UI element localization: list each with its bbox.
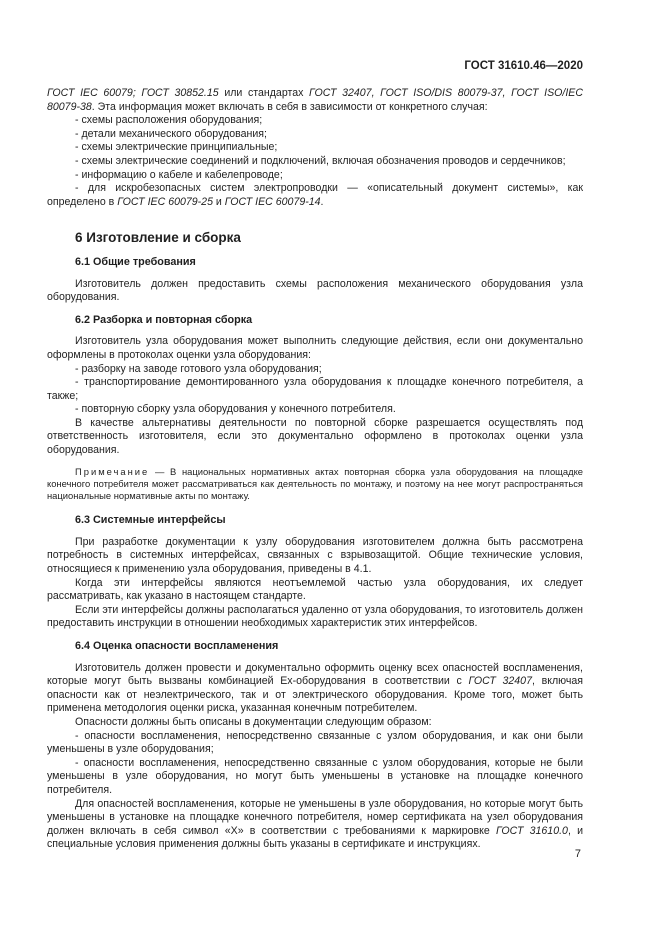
note-text: — В национальных нормативных актах повторная сборка узла оборудования на площадке конечного потребителя может рассматриваться как деятельность по монтажу, и поэтому на нее могут распространяться национальные нормативные акты по монтажу.	[47, 465, 583, 502]
list-item: - опасности воспламенения, непосредственно связанные с узлом оборудования, и как они были уменьшены в узле оборудования;	[47, 729, 583, 756]
note	[47, 466, 583, 503]
paragraph: Изготовитель должен предоставить схемы расположения механического оборудования узла оборудования.	[47, 277, 583, 304]
standard-ref: ГОСТ IEC 60079-25	[117, 195, 213, 208]
page-number: 7	[574, 848, 581, 860]
list-item: - разборку на заводе готового узла оборудования;	[75, 362, 322, 375]
text-run: - для искробезопасных систем электропроводки — «описательный документ системы», как определено в	[47, 182, 583, 208]
text-run: или стандартах	[218, 87, 310, 99]
paragraph: При разработке документации к узлу оборудования изготовителем должна быть рассмотрена потребность в системных интерфейсах, связанных с взрывозащитой. Общие технические условия, относящиеся к применению узла оборудования, приведены в 4.1.	[47, 535, 583, 576]
text-run: Изготовитель должен провести и документально оформить оценку всех опасностей воспламенения, которые могут быть вызваны комбинацией Ex-оборудования в соответствии с	[47, 661, 583, 688]
list-item: - информацию о кабеле и кабелепроводе;	[75, 168, 283, 181]
list-item: - схемы расположения оборудования;	[75, 114, 263, 127]
subsection-heading: 6.2 Разборка и повторная сборка	[75, 313, 253, 326]
text-run: , включая опасности как от неэлектрического, так и от электрического оборудования. Кроме того, может быть применена методология оценки риска, указанная конечным потребителем.	[47, 675, 584, 715]
subsection-heading: 6.3 Системные интерфейсы	[75, 514, 226, 527]
intro-paragraph	[47, 87, 583, 114]
text-run: и	[212, 195, 225, 208]
paragraph	[47, 662, 583, 716]
subsection-heading: 6.1 Общие требования	[75, 255, 196, 268]
paragraph: Опасности должны быть описаны в документации следующим образом:	[75, 715, 432, 728]
paragraph	[47, 798, 583, 852]
standard-ref: ГОСТ IEC 60079; ГОСТ 30852.15	[47, 87, 219, 99]
standard-ref: ГОСТ 32407, ГОСТ ISO/DIS 80079-37, ГОСТ ISO/IEC 80079-38	[47, 87, 583, 113]
section-heading: 6 Изготовление и сборка	[75, 230, 241, 246]
list-item: - опасности воспламенения, непосредственно связанные с узлом оборудования, которые не были уменьшены в узле оборудования, но могут быть уменьшены в установке на площадке конечного потребителя.	[47, 756, 583, 796]
list-item	[47, 182, 583, 209]
standard-ref: ГОСТ 31610.0	[496, 824, 568, 837]
standard-ref: ГОСТ 32407	[468, 675, 532, 688]
paragraph: Если эти интерфейсы должны располагаться удаленно от узла оборудования, то изготовитель должен предоставить инструкции в отношении необходимых характеристик этих интерфейсов.	[47, 603, 583, 630]
text-run: .	[320, 195, 324, 208]
list-item: - транспортирование демонтированного узла оборудования к площадке конечного потребителя, а также;	[47, 376, 583, 402]
list-item: - схемы электрические принципиальные;	[75, 141, 278, 154]
document-code: ГОСТ 31610.46—2020	[464, 60, 583, 72]
list-item: - детали механического оборудования;	[75, 127, 267, 140]
subsection-heading: 6.4 Оценка опасности воспламенения	[75, 640, 279, 653]
paragraph: Когда эти интерфейсы являются неотъемлемой частью узла оборудования, их следует рассматривать, как указано в настоящем стандарте.	[47, 576, 583, 603]
list-item: - схемы электрические соединений и подключений, включая обозначения проводов и сердечников;	[75, 154, 566, 167]
page-content	[47, 87, 583, 852]
text-run: Для опасностей воспламенения, которые не уменьшены в узле оборудования, но которые могут быть уменьшены в установке на площадке конечного потребителя, номер сертификата на узел оборудования должен включать в себя символ «X» в соответствии с требованиями к маркировке	[47, 797, 583, 837]
standard-ref: ГОСТ IEC 60079-14	[224, 195, 321, 208]
note-label: Примечание	[75, 465, 150, 477]
paragraph: Изготовитель узла оборудования может выполнить следующие действия, если они документально оформлены в протоколах оценки узла оборудования:	[47, 335, 583, 361]
text-run: . Эта информация может включать в себя в зависимости от конкретного случая:	[91, 100, 488, 113]
paragraph: В качестве альтернативы деятельности по повторной сборке разрешается осуществлять под ответственность изготовителя, если это документально оформлено в протоколах оценки узла оборудования.	[47, 416, 583, 457]
list-item: - повторную сборку узла оборудования у конечного потребителя.	[75, 403, 396, 416]
text-run: , и специальные условия применения должны быть указаны в сертификате и инструкциях.	[47, 824, 583, 851]
